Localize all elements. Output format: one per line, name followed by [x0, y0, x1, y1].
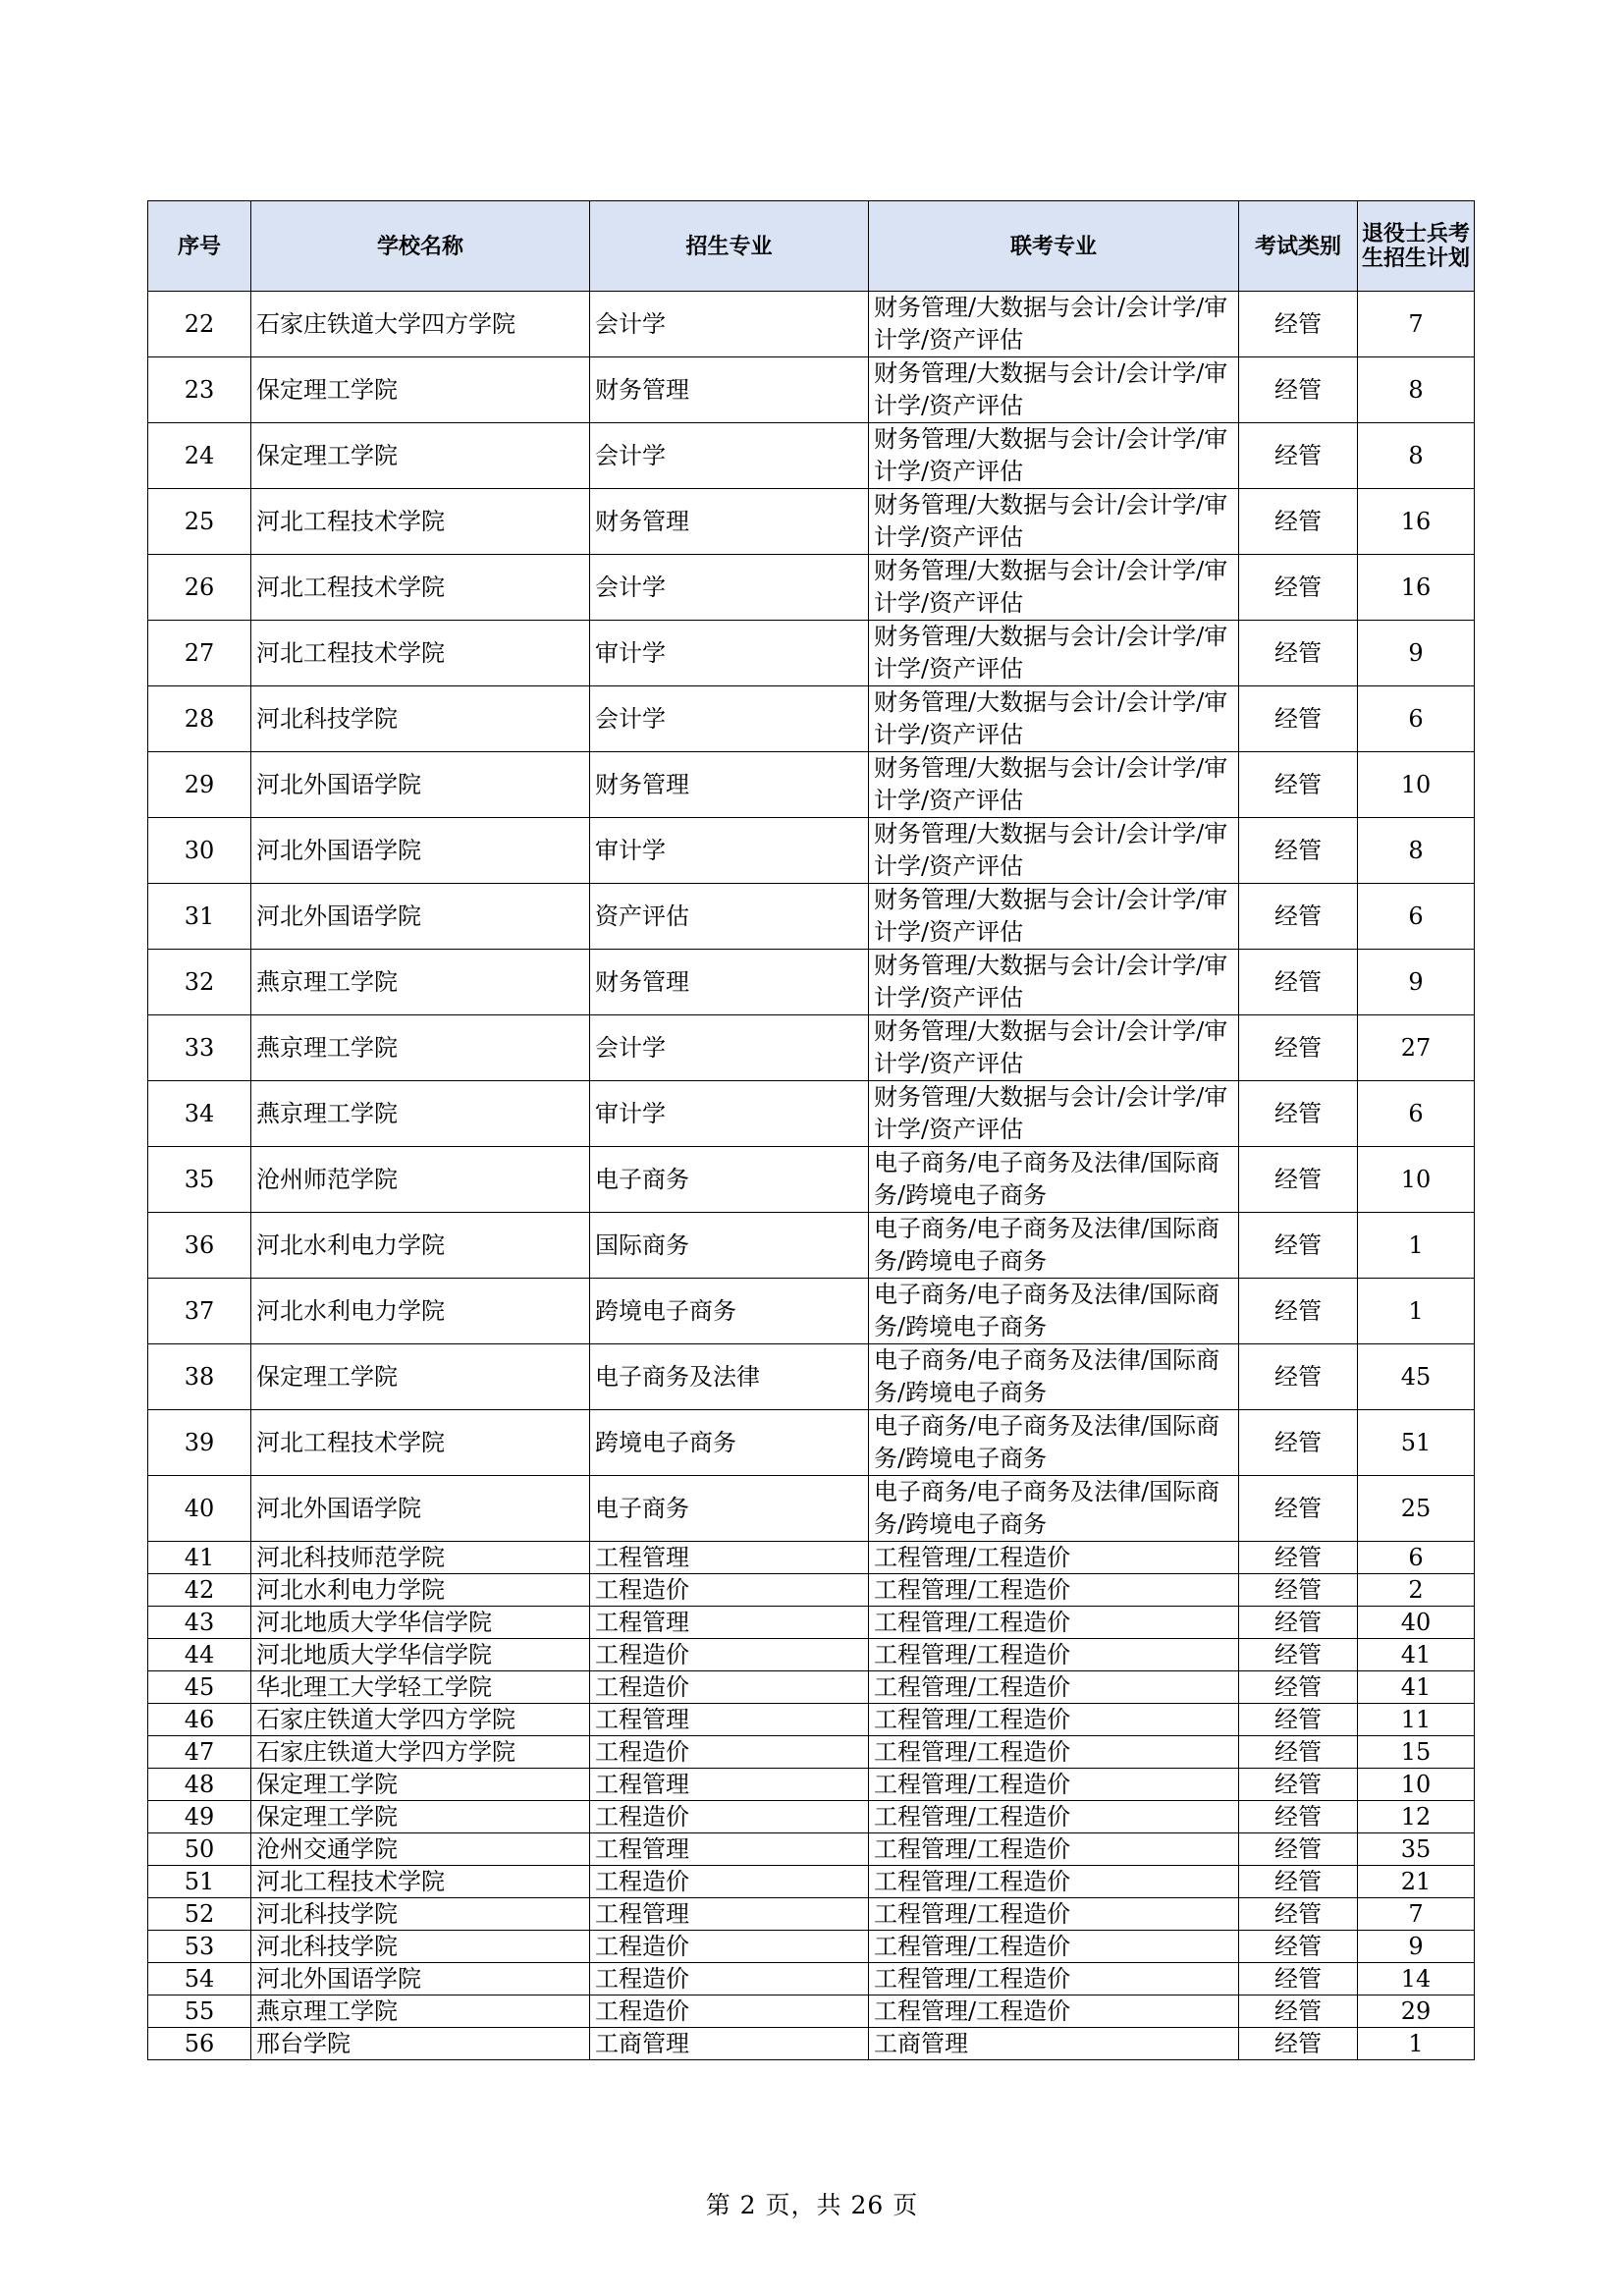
cell-joint-major: 财务管理/大数据与会计/会计学/审计学/资产评估: [869, 884, 1239, 950]
cell-veteran-plan: 9: [1358, 950, 1475, 1015]
cell-index: 23: [148, 357, 251, 423]
cell-exam-category: 经管: [1239, 686, 1358, 752]
table-row: [148, 423, 1475, 489]
cell-school-name: 保定理工学院: [251, 1344, 590, 1410]
table-row: [148, 1639, 1475, 1671]
table-row: [148, 1833, 1475, 1866]
table-row: [148, 1542, 1475, 1574]
cell-joint-major: 工商管理: [869, 2028, 1239, 2060]
cell-exam-category: 经管: [1239, 1147, 1358, 1213]
cell-school-name: 沧州交通学院: [251, 1833, 590, 1866]
cell-veteran-plan: 16: [1358, 555, 1475, 621]
table-row: [148, 1279, 1475, 1344]
cell-exam-category: 经管: [1239, 1607, 1358, 1639]
cell-major: 工程管理: [590, 1704, 869, 1736]
cell-school-name: 河北水利电力学院: [251, 1213, 590, 1279]
cell-index: 48: [148, 1769, 251, 1801]
table-row: [148, 1931, 1475, 1963]
cell-index: 51: [148, 1866, 251, 1898]
cell-joint-major: 电子商务/电子商务及法律/国际商务/跨境电子商务: [869, 1410, 1239, 1476]
table-row: [148, 1995, 1475, 2028]
cell-joint-major: 工程管理/工程造价: [869, 1704, 1239, 1736]
cell-joint-major: 电子商务/电子商务及法律/国际商务/跨境电子商务: [869, 1476, 1239, 1542]
cell-major: 会计学: [590, 1015, 869, 1081]
cell-major: 工商管理: [590, 2028, 869, 2060]
cell-school-name: 河北外国语学院: [251, 752, 590, 818]
cell-joint-major: 电子商务/电子商务及法律/国际商务/跨境电子商务: [869, 1279, 1239, 1344]
table-row: [148, 1866, 1475, 1898]
cell-index: 39: [148, 1410, 251, 1476]
cell-index: 30: [148, 818, 251, 884]
cell-school-name: 保定理工学院: [251, 357, 590, 423]
cell-joint-major: 工程管理/工程造价: [869, 1542, 1239, 1574]
table-row: [148, 1147, 1475, 1213]
cell-veteran-plan: 2: [1358, 1574, 1475, 1607]
table-row: [148, 1736, 1475, 1769]
cell-exam-category: 经管: [1239, 489, 1358, 555]
cell-joint-major: 财务管理/大数据与会计/会计学/审计学/资产评估: [869, 686, 1239, 752]
cell-joint-major: 电子商务/电子商务及法律/国际商务/跨境电子商务: [869, 1147, 1239, 1213]
cell-index: 41: [148, 1542, 251, 1574]
cell-veteran-plan: 6: [1358, 1542, 1475, 1574]
cell-index: 33: [148, 1015, 251, 1081]
cell-exam-category: 经管: [1239, 423, 1358, 489]
cell-joint-major: 工程管理/工程造价: [869, 1866, 1239, 1898]
cell-major: 电子商务及法律: [590, 1344, 869, 1410]
table-row: [148, 1574, 1475, 1607]
cell-exam-category: 经管: [1239, 818, 1358, 884]
table-row: [148, 752, 1475, 818]
cell-school-name: 沧州师范学院: [251, 1147, 590, 1213]
cell-school-name: 河北外国语学院: [251, 884, 590, 950]
cell-exam-category: 经管: [1239, 1574, 1358, 1607]
cell-veteran-plan: 45: [1358, 1344, 1475, 1410]
cell-exam-category: 经管: [1239, 1833, 1358, 1866]
cell-exam-category: 经管: [1239, 1639, 1358, 1671]
cell-veteran-plan: 10: [1358, 752, 1475, 818]
table-row: [148, 1963, 1475, 1995]
cell-major: 工程造价: [590, 1574, 869, 1607]
cell-index: 45: [148, 1671, 251, 1704]
cell-school-name: 河北科技学院: [251, 1898, 590, 1931]
cell-exam-category: 经管: [1239, 1704, 1358, 1736]
cell-exam-category: 经管: [1239, 1995, 1358, 2028]
cell-school-name: 燕京理工学院: [251, 1995, 590, 2028]
table-row: [148, 1344, 1475, 1410]
cell-veteran-plan: 51: [1358, 1410, 1475, 1476]
cell-joint-major: 财务管理/大数据与会计/会计学/审计学/资产评估: [869, 950, 1239, 1015]
cell-veteran-plan: 40: [1358, 1607, 1475, 1639]
cell-joint-major: 财务管理/大数据与会计/会计学/审计学/资产评估: [869, 423, 1239, 489]
cell-school-name: 石家庄铁道大学四方学院: [251, 1704, 590, 1736]
cell-index: 56: [148, 2028, 251, 2060]
table-body: [148, 292, 1475, 2060]
cell-index: 25: [148, 489, 251, 555]
cell-school-name: 河北地质大学华信学院: [251, 1639, 590, 1671]
table-row: [148, 950, 1475, 1015]
cell-joint-major: 财务管理/大数据与会计/会计学/审计学/资产评估: [869, 752, 1239, 818]
cell-index: 47: [148, 1736, 251, 1769]
header-major: 招生专业: [590, 201, 869, 292]
cell-joint-major: 财务管理/大数据与会计/会计学/审计学/资产评估: [869, 357, 1239, 423]
table-row: [148, 1015, 1475, 1081]
cell-joint-major: 财务管理/大数据与会计/会计学/审计学/资产评估: [869, 489, 1239, 555]
cell-exam-category: 经管: [1239, 621, 1358, 686]
cell-major: 工程管理: [590, 1607, 869, 1639]
cell-major: 审计学: [590, 621, 869, 686]
cell-veteran-plan: 1: [1358, 1213, 1475, 1279]
cell-veteran-plan: 10: [1358, 1147, 1475, 1213]
cell-index: 40: [148, 1476, 251, 1542]
cell-veteran-plan: 1: [1358, 2028, 1475, 2060]
cell-major: 财务管理: [590, 357, 869, 423]
cell-joint-major: 工程管理/工程造价: [869, 1833, 1239, 1866]
cell-school-name: 保定理工学院: [251, 423, 590, 489]
cell-major: 工程造价: [590, 1963, 869, 1995]
cell-school-name: 燕京理工学院: [251, 950, 590, 1015]
cell-major: 电子商务: [590, 1147, 869, 1213]
cell-exam-category: 经管: [1239, 2028, 1358, 2060]
cell-index: 54: [148, 1963, 251, 1995]
cell-index: 38: [148, 1344, 251, 1410]
cell-joint-major: 财务管理/大数据与会计/会计学/审计学/资产评估: [869, 292, 1239, 357]
cell-joint-major: 电子商务/电子商务及法律/国际商务/跨境电子商务: [869, 1344, 1239, 1410]
cell-major: 工程管理: [590, 1542, 869, 1574]
cell-school-name: 河北外国语学院: [251, 1476, 590, 1542]
cell-veteran-plan: 14: [1358, 1963, 1475, 1995]
cell-exam-category: 经管: [1239, 357, 1358, 423]
cell-veteran-plan: 27: [1358, 1015, 1475, 1081]
cell-major: 工程造价: [590, 1736, 869, 1769]
cell-school-name: 燕京理工学院: [251, 1015, 590, 1081]
cell-exam-category: 经管: [1239, 1898, 1358, 1931]
cell-index: 34: [148, 1081, 251, 1147]
cell-joint-major: 财务管理/大数据与会计/会计学/审计学/资产评估: [869, 555, 1239, 621]
cell-index: 36: [148, 1213, 251, 1279]
cell-exam-category: 经管: [1239, 1476, 1358, 1542]
table-row: [148, 357, 1475, 423]
cell-school-name: 河北外国语学院: [251, 1963, 590, 1995]
cell-index: 26: [148, 555, 251, 621]
cell-index: 37: [148, 1279, 251, 1344]
cell-major: 电子商务: [590, 1476, 869, 1542]
table-row: [148, 1769, 1475, 1801]
cell-major: 工程管理: [590, 1769, 869, 1801]
table-row: [148, 1081, 1475, 1147]
cell-major: 财务管理: [590, 752, 869, 818]
cell-exam-category: 经管: [1239, 1279, 1358, 1344]
table-row: [148, 1801, 1475, 1833]
header-index: 序号: [148, 201, 251, 292]
cell-joint-major: 工程管理/工程造价: [869, 1801, 1239, 1833]
table-row: [148, 1476, 1475, 1542]
cell-school-name: 河北工程技术学院: [251, 621, 590, 686]
cell-index: 52: [148, 1898, 251, 1931]
cell-school-name: 河北科技师范学院: [251, 1542, 590, 1574]
cell-index: 49: [148, 1801, 251, 1833]
cell-major: 跨境电子商务: [590, 1279, 869, 1344]
cell-major: 工程造价: [590, 1801, 869, 1833]
cell-veteran-plan: 8: [1358, 357, 1475, 423]
cell-school-name: 河北工程技术学院: [251, 555, 590, 621]
cell-veteran-plan: 41: [1358, 1671, 1475, 1704]
cell-veteran-plan: 6: [1358, 1081, 1475, 1147]
table-row: [148, 1898, 1475, 1931]
cell-veteran-plan: 12: [1358, 1801, 1475, 1833]
cell-school-name: 河北工程技术学院: [251, 1866, 590, 1898]
cell-exam-category: 经管: [1239, 1344, 1358, 1410]
cell-major: 财务管理: [590, 489, 869, 555]
cell-joint-major: 工程管理/工程造价: [869, 1736, 1239, 1769]
cell-major: 工程造价: [590, 1995, 869, 2028]
cell-exam-category: 经管: [1239, 1671, 1358, 1704]
cell-exam-category: 经管: [1239, 1015, 1358, 1081]
cell-veteran-plan: 8: [1358, 818, 1475, 884]
cell-major: 工程造价: [590, 1931, 869, 1963]
table-row: [148, 1410, 1475, 1476]
table-row: [148, 555, 1475, 621]
cell-exam-category: 经管: [1239, 1931, 1358, 1963]
cell-school-name: 保定理工学院: [251, 1769, 590, 1801]
header-veteran-plan: 退役士兵考生招生计划: [1358, 201, 1475, 292]
cell-exam-category: 经管: [1239, 950, 1358, 1015]
cell-school-name: 河北科技学院: [251, 686, 590, 752]
cell-index: 31: [148, 884, 251, 950]
table-row: [148, 1213, 1475, 1279]
cell-exam-category: 经管: [1239, 292, 1358, 357]
cell-major: 财务管理: [590, 950, 869, 1015]
cell-school-name: 河北地质大学华信学院: [251, 1607, 590, 1639]
admission-plan-table: [147, 200, 1475, 2060]
cell-school-name: 河北工程技术学院: [251, 489, 590, 555]
cell-exam-category: 经管: [1239, 752, 1358, 818]
cell-veteran-plan: 11: [1358, 1704, 1475, 1736]
cell-school-name: 河北外国语学院: [251, 818, 590, 884]
cell-index: 27: [148, 621, 251, 686]
cell-index: 29: [148, 752, 251, 818]
header-school-name: 学校名称: [251, 201, 590, 292]
cell-joint-major: 财务管理/大数据与会计/会计学/审计学/资产评估: [869, 1015, 1239, 1081]
table-row: [148, 489, 1475, 555]
cell-veteran-plan: 10: [1358, 1769, 1475, 1801]
table-row: [148, 1704, 1475, 1736]
cell-veteran-plan: 8: [1358, 423, 1475, 489]
cell-joint-major: 财务管理/大数据与会计/会计学/审计学/资产评估: [869, 818, 1239, 884]
cell-joint-major: 工程管理/工程造价: [869, 1963, 1239, 1995]
cell-joint-major: 工程管理/工程造价: [869, 1769, 1239, 1801]
cell-index: 44: [148, 1639, 251, 1671]
cell-school-name: 石家庄铁道大学四方学院: [251, 1736, 590, 1769]
table-header-row: [148, 201, 1475, 292]
cell-index: 53: [148, 1931, 251, 1963]
cell-veteran-plan: 21: [1358, 1866, 1475, 1898]
cell-exam-category: 经管: [1239, 1410, 1358, 1476]
cell-index: 28: [148, 686, 251, 752]
cell-exam-category: 经管: [1239, 1769, 1358, 1801]
table-row: [148, 1671, 1475, 1704]
cell-veteran-plan: 1: [1358, 1279, 1475, 1344]
cell-index: 43: [148, 1607, 251, 1639]
cell-major: 工程造价: [590, 1671, 869, 1704]
cell-joint-major: 工程管理/工程造价: [869, 1639, 1239, 1671]
cell-veteran-plan: 35: [1358, 1833, 1475, 1866]
cell-veteran-plan: 6: [1358, 884, 1475, 950]
cell-joint-major: 工程管理/工程造价: [869, 1671, 1239, 1704]
cell-veteran-plan: 15: [1358, 1736, 1475, 1769]
cell-school-name: 华北理工大学轻工学院: [251, 1671, 590, 1704]
cell-joint-major: 财务管理/大数据与会计/会计学/审计学/资产评估: [869, 621, 1239, 686]
cell-exam-category: 经管: [1239, 1963, 1358, 1995]
cell-major: 工程造价: [590, 1866, 869, 1898]
table-row: [148, 1607, 1475, 1639]
table-row: [148, 621, 1475, 686]
cell-veteran-plan: 29: [1358, 1995, 1475, 2028]
cell-index: 22: [148, 292, 251, 357]
cell-major: 会计学: [590, 555, 869, 621]
cell-exam-category: 经管: [1239, 1866, 1358, 1898]
cell-school-name: 河北水利电力学院: [251, 1574, 590, 1607]
cell-school-name: 河北科技学院: [251, 1931, 590, 1963]
page-number: 第 2 页，共 26 页: [705, 2191, 919, 2219]
cell-major: 跨境电子商务: [590, 1410, 869, 1476]
cell-veteran-plan: 7: [1358, 1898, 1475, 1931]
cell-major: 会计学: [590, 292, 869, 357]
cell-school-name: 石家庄铁道大学四方学院: [251, 292, 590, 357]
cell-joint-major: 工程管理/工程造价: [869, 1931, 1239, 1963]
cell-school-name: 燕京理工学院: [251, 1081, 590, 1147]
cell-index: 32: [148, 950, 251, 1015]
cell-joint-major: 电子商务/电子商务及法律/国际商务/跨境电子商务: [869, 1213, 1239, 1279]
cell-index: 42: [148, 1574, 251, 1607]
table-row: [148, 686, 1475, 752]
cell-exam-category: 经管: [1239, 1542, 1358, 1574]
cell-veteran-plan: 25: [1358, 1476, 1475, 1542]
cell-school-name: 河北水利电力学院: [251, 1279, 590, 1344]
cell-major: 审计学: [590, 818, 869, 884]
cell-joint-major: 财务管理/大数据与会计/会计学/审计学/资产评估: [869, 1081, 1239, 1147]
cell-school-name: 河北工程技术学院: [251, 1410, 590, 1476]
cell-joint-major: 工程管理/工程造价: [869, 1995, 1239, 2028]
cell-school-name: 邢台学院: [251, 2028, 590, 2060]
cell-major: 会计学: [590, 686, 869, 752]
cell-index: 24: [148, 423, 251, 489]
cell-exam-category: 经管: [1239, 1801, 1358, 1833]
table-row: [148, 292, 1475, 357]
cell-major: 资产评估: [590, 884, 869, 950]
cell-major: 国际商务: [590, 1213, 869, 1279]
cell-school-name: 保定理工学院: [251, 1801, 590, 1833]
cell-exam-category: 经管: [1239, 884, 1358, 950]
cell-joint-major: 工程管理/工程造价: [869, 1574, 1239, 1607]
cell-major: 工程管理: [590, 1833, 869, 1866]
cell-index: 50: [148, 1833, 251, 1866]
cell-major: 工程造价: [590, 1639, 869, 1671]
cell-index: 35: [148, 1147, 251, 1213]
cell-veteran-plan: 7: [1358, 292, 1475, 357]
table-row: [148, 884, 1475, 950]
cell-veteran-plan: 9: [1358, 621, 1475, 686]
cell-exam-category: 经管: [1239, 1736, 1358, 1769]
cell-major: 会计学: [590, 423, 869, 489]
cell-joint-major: 工程管理/工程造价: [869, 1898, 1239, 1931]
table-row: [148, 818, 1475, 884]
cell-exam-category: 经管: [1239, 555, 1358, 621]
cell-index: 46: [148, 1704, 251, 1736]
cell-major: 工程管理: [590, 1898, 869, 1931]
header-joint-major: 联考专业: [869, 201, 1239, 292]
table-row: [148, 2028, 1475, 2060]
cell-index: 55: [148, 1995, 251, 2028]
header-exam-category: 考试类别: [1239, 201, 1358, 292]
cell-major: 审计学: [590, 1081, 869, 1147]
cell-exam-category: 经管: [1239, 1081, 1358, 1147]
cell-veteran-plan: 16: [1358, 489, 1475, 555]
cell-exam-category: 经管: [1239, 1213, 1358, 1279]
cell-joint-major: 工程管理/工程造价: [869, 1607, 1239, 1639]
cell-veteran-plan: 9: [1358, 1931, 1475, 1963]
cell-veteran-plan: 41: [1358, 1639, 1475, 1671]
cell-veteran-plan: 6: [1358, 686, 1475, 752]
